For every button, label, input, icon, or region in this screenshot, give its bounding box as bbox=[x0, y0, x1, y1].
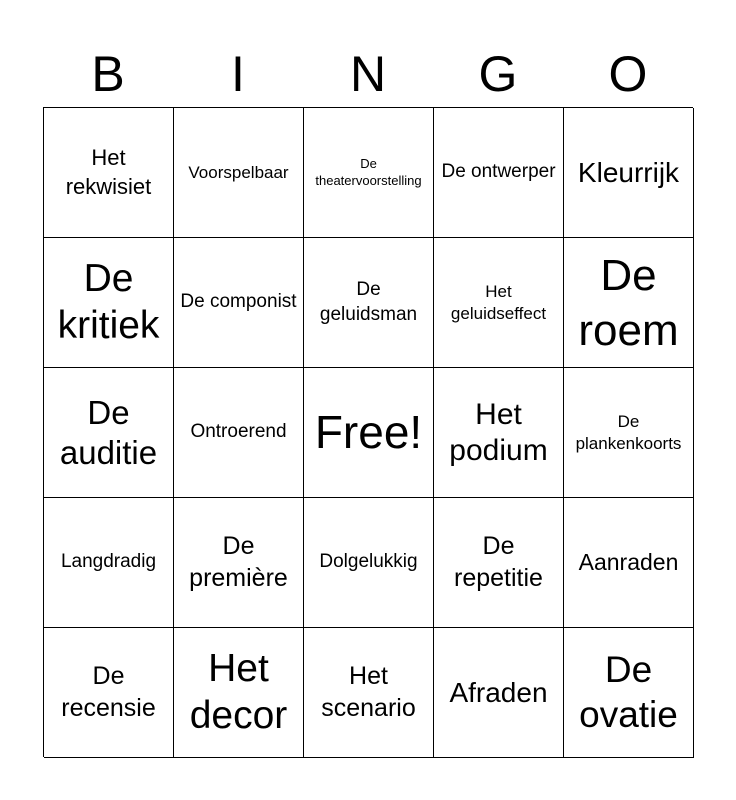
cell-text: Afraden bbox=[449, 676, 548, 708]
bingo-cell[interactable] bbox=[304, 238, 434, 368]
header-letter-b: B bbox=[91, 46, 125, 102]
header-letter-i: I bbox=[231, 46, 245, 102]
cell-text: De kritiek bbox=[57, 256, 160, 347]
bingo-cell[interactable] bbox=[564, 498, 694, 628]
bingo-cell[interactable] bbox=[304, 108, 434, 238]
bingo-cell[interactable] bbox=[434, 238, 564, 368]
bingo-cell[interactable] bbox=[44, 368, 174, 498]
bingo-cell[interactable] bbox=[434, 628, 564, 758]
bingo-board bbox=[43, 107, 693, 757]
bingo-header bbox=[43, 40, 693, 108]
cell-text: Free! bbox=[314, 406, 423, 459]
cell-text: Het geluidseffect bbox=[450, 282, 547, 323]
bingo-cell[interactable] bbox=[304, 628, 434, 758]
cell-text: Voorspelbaar bbox=[188, 162, 289, 182]
bingo-cell[interactable] bbox=[174, 498, 304, 628]
bingo-cell[interactable] bbox=[564, 628, 694, 758]
cell-text: Langdradig bbox=[60, 551, 157, 573]
bingo-cell[interactable] bbox=[434, 498, 564, 628]
cell-text: De plankenkoorts bbox=[575, 412, 682, 453]
cell-text: Ontroerend bbox=[190, 421, 287, 443]
cell-text: De ontwerper bbox=[441, 161, 556, 183]
bingo-cell[interactable] bbox=[564, 108, 694, 238]
cell-text: De geluidsman bbox=[319, 278, 418, 325]
bingo-cell[interactable] bbox=[174, 628, 304, 758]
cell-text: De componist bbox=[180, 291, 297, 313]
cell-text: De ovatie bbox=[579, 649, 678, 735]
header-letter-o: O bbox=[608, 46, 648, 102]
cell-text: De recensie bbox=[61, 662, 156, 722]
bingo-cell[interactable] bbox=[44, 498, 174, 628]
cell-text: Het scenario bbox=[321, 662, 416, 722]
cell-text: Dolgelukkig bbox=[319, 551, 418, 573]
bingo-cell[interactable] bbox=[304, 498, 434, 628]
cell-text: Het rekwisiet bbox=[65, 144, 152, 199]
bingo-cell-free[interactable] bbox=[304, 368, 434, 498]
header-letter-g: G bbox=[478, 46, 518, 102]
cell-text: Het podium bbox=[449, 397, 548, 467]
bingo-cell[interactable] bbox=[174, 238, 304, 368]
cell-text: Het decor bbox=[189, 646, 288, 737]
bingo-cell[interactable] bbox=[174, 368, 304, 498]
bingo-cell[interactable] bbox=[44, 108, 174, 238]
header-letter-n: N bbox=[349, 46, 387, 102]
bingo-cell[interactable] bbox=[434, 108, 564, 238]
bingo-cell[interactable] bbox=[44, 628, 174, 758]
cell-text: Kleurrijk bbox=[577, 156, 680, 188]
bingo-cell[interactable] bbox=[564, 238, 694, 368]
bingo-cell[interactable] bbox=[564, 368, 694, 498]
cell-text: De repetitie bbox=[454, 532, 543, 592]
bingo-cell[interactable] bbox=[434, 368, 564, 498]
cell-text: De auditie bbox=[59, 393, 158, 471]
cell-text: Aanraden bbox=[578, 548, 679, 575]
bingo-cell[interactable] bbox=[44, 238, 174, 368]
cell-text: De première bbox=[189, 532, 288, 592]
bingo-cell[interactable] bbox=[174, 108, 304, 238]
cell-text: De theatervoorstelling bbox=[315, 156, 422, 188]
cell-text: De roem bbox=[578, 250, 679, 355]
